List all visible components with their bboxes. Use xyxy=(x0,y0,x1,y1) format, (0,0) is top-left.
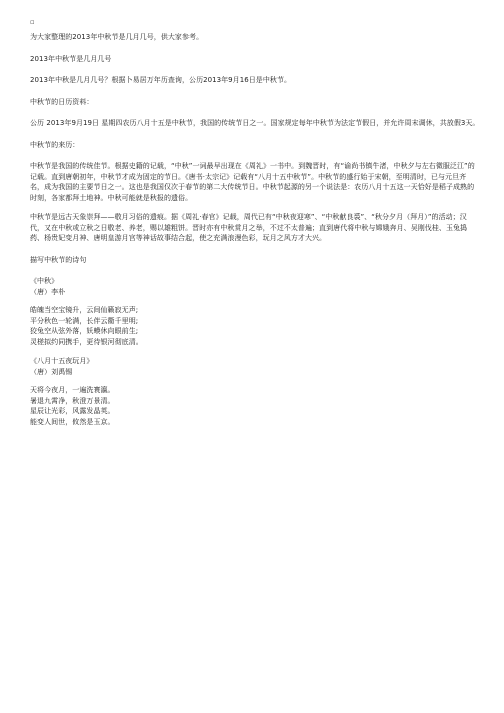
poem-title: 《中秋》 xyxy=(30,277,59,285)
poem-lines xyxy=(30,305,480,347)
origin-paragraph-1: 中秋节是我国的传统佳节。根据史籍的记载，“中秋”一词最早出现在《周礼》一书中。到魏晋时，有“谕尚书镇牛渚，中秋夕与左右微服泛江”的记载。直到唐朝初年，中秋节才成为固定的节日。《唐书·太宗记》记载有“八月十五中秋节”。中秋节的盛行始于宋朝，至明清时，已与元旦齐名，成为我国的主要节日之一。这也是我国仅次于春节的第二大传统节日。中秋节起源的另一个说法是：农历八月十五这一天恰好是稻子成熟的时刻，各家都拜土地神。中秋可能就是秋报的遗俗。 xyxy=(30,162,475,202)
document-body xyxy=(30,18,480,427)
poem-line: 星辰让光彩，风露发晶英。 xyxy=(30,407,115,415)
section-heading-origin: 中秋节的来历： xyxy=(30,140,80,149)
origin-paragraph-2: 中秋节是远古天象崇拜——敬月习俗的遗痕。据《周礼·春官》记载，周代已有“中秋夜迎寒”、“中秋献良裘”、“秋分夕月（拜月）”的活动；汉代，又在中秋或立秋之日敬老、养老，赐以雄粗饼。晋时亦有中秋赏月之举，不过不太普遍；直到唐代将中秋与嫦娥奔月、吴刚伐桂、玉兔捣药、杨贵妃变月神、唐明皇游月宫等神话故事结合起，使之充满浪漫色彩，玩月之风方才大兴。 xyxy=(30,213,468,242)
section-heading-calendar: 中秋节的日历资料： xyxy=(30,97,94,106)
poem-lines xyxy=(30,385,480,427)
calendar-paragraph: 公历 2013年9月19日 星期四农历八月十五是中秋节，我国的传统节日之一。国家规定每年中秋节为法定节假日，并允许周末调休，共放假3天。 xyxy=(30,119,480,127)
poem-author: （唐）李朴 xyxy=(30,287,66,296)
section-heading-poems: 描写中秋节的诗句 xyxy=(30,255,87,264)
intro-paragraph: 为大家整理的2013年中秋节是几月几号，供大家参考。 xyxy=(30,33,204,41)
poem-zhongqiu xyxy=(30,276,480,347)
bullet-marker: ▫ xyxy=(30,18,35,26)
poem-line: 能变人间世，攸然是玉京。 xyxy=(30,417,115,426)
poem-line: 暑退九霄净，秋澄万景清。 xyxy=(30,396,115,405)
answer-paragraph: 2013年中秋是几月几号？根据卜易居万年历查询，公历2013年9月16日是中秋节。 xyxy=(30,76,292,84)
poem-title: 《八月十五夜玩月》 xyxy=(30,357,94,365)
section-heading-date: 2013年中秋节是几月几号 xyxy=(30,54,112,63)
poem-line: 皓魄当空宝镜升，云间仙籁寂无声; xyxy=(30,306,139,314)
poem-line: 狡兔空从弦外落，妖蟆休向眼前生; xyxy=(30,327,139,335)
poem-line: 灵槎拟约同携手，更待银河彻底清。 xyxy=(30,337,143,346)
poem-line: 平分秋色一轮满，长伴云衢千里明; xyxy=(30,316,139,325)
poem-author: （唐）刘禹锡 xyxy=(30,367,73,376)
poem-line: 天将今夜月，一遍洗寰瀛。 xyxy=(30,386,115,394)
poem-bayue-wanyue xyxy=(30,356,480,427)
